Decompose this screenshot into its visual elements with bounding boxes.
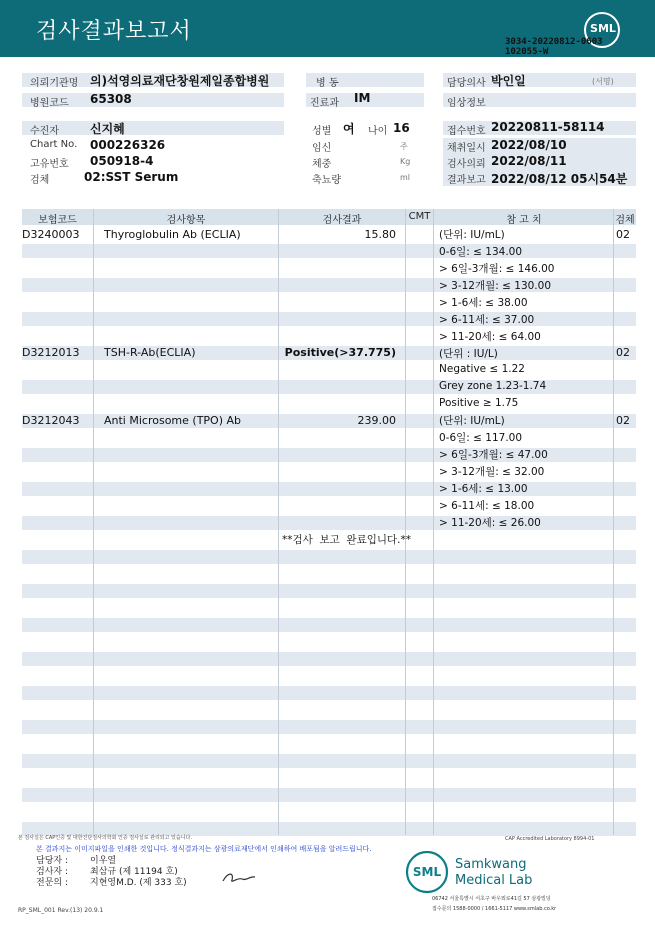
reporter-value: 이우열	[90, 856, 117, 866]
row1-ref-line: > 6-11세: ≤ 37.00	[439, 314, 535, 326]
print-notice: 본 결과지는 이미지파일을 인쇄한 것입니다. 정식결과지는 삼광의료재단에서 인쇄하여 배포됨을 알려드립니다.	[36, 845, 372, 853]
col-header-item: 검사항목	[166, 215, 206, 226]
cap-accreditation: CAP Accredited Laboratory 8994-01	[505, 836, 595, 842]
table-stripe	[22, 584, 636, 598]
col-header-ref: 참 고 치	[506, 215, 542, 226]
row2-item: TSH-R-Ab(ECLIA)	[104, 346, 196, 359]
row3-item: Anti Microsome (TPO) Ab	[104, 414, 242, 427]
sex-label: 성별	[312, 126, 332, 137]
row2-ref-line: Negative ≤ 1.22	[439, 363, 525, 375]
weight-label: 체중	[312, 159, 332, 170]
row1-specimen: 02	[616, 228, 630, 241]
col-divider	[433, 209, 434, 835]
preg-label: 임신	[312, 143, 332, 154]
doctor-value: 박인일	[491, 74, 526, 88]
doctor-sign: (서명)	[592, 77, 614, 86]
row2-ref-line: Positive ≥ 1.75	[439, 397, 519, 409]
table-stripe	[22, 618, 636, 632]
dept-value: IM	[354, 91, 371, 105]
table-stripe	[22, 720, 636, 734]
row3-ref-line: > 1-6세: ≤ 13.00	[439, 483, 528, 495]
row3-ref-line: > 11-20세: ≤ 26.00	[439, 517, 541, 529]
row1-code: D3240003	[22, 228, 80, 241]
receipt-value: 20220811-58114	[491, 120, 605, 134]
report-id-1: 3034-20220812-0603	[505, 37, 603, 47]
brand-subtitle: Medical Lab	[455, 873, 533, 888]
row1-ref-line: (단위: IU/mL)	[439, 229, 505, 241]
examiner-label: 검사자 :	[36, 867, 68, 877]
chart-value: 000226326	[90, 138, 166, 152]
row1-ref-line: > 6일-3개월: ≤ 146.00	[439, 263, 555, 275]
hospital-value: 의)석영의료재단창원제일종합병원	[90, 74, 270, 88]
row3-ref-line: > 6일-3개월: ≤ 47.00	[439, 449, 548, 461]
table-stripe	[22, 244, 636, 258]
row2-ref-line: (단위 : IU/L)	[439, 348, 498, 360]
row3-ref-line: (단위: IU/mL)	[439, 415, 505, 427]
col-divider	[93, 209, 94, 835]
code-label: 병원코드	[30, 98, 69, 109]
hospital-label: 의뢰기관명	[30, 78, 79, 89]
cap-note: 본 검사실은 CAP인증 및 대한진단검사의학회 인증 검사실로 관리되고 있습니다.	[18, 835, 192, 841]
examiner-value: 최삼규 (제 11194 호)	[90, 867, 178, 877]
doctor-label: 담당의사	[447, 78, 486, 89]
collect-value: 2022/08/10	[491, 138, 567, 152]
sex-value: 여	[343, 122, 355, 136]
col-header-code: 보험코드	[38, 215, 77, 226]
row3-ref-line: 0-6일: ≤ 117.00	[439, 432, 523, 444]
brand-name: Samkwang	[455, 857, 527, 872]
table-stripe	[22, 686, 636, 700]
row3-ref-line: > 6-11세: ≤ 18.00	[439, 500, 535, 512]
specimen-value: 02:SST Serum	[84, 170, 179, 184]
table-stripe	[22, 516, 636, 530]
urine-label: 축뇨량	[312, 175, 341, 186]
receipt-label: 접수번호	[447, 126, 486, 137]
table-stripe	[22, 788, 636, 802]
reporter-label: 담당자 :	[36, 856, 68, 866]
signature-icon	[220, 868, 258, 886]
row1-ref-line: > 3-12개월: ≤ 130.00	[439, 280, 552, 292]
col-header-result: 검사결과	[322, 215, 362, 226]
table-stripe	[22, 482, 636, 496]
row3-ref-line: > 3-12개월: ≤ 32.00	[439, 466, 545, 478]
specimen-label: 검체	[30, 175, 50, 186]
row2-specimen: 02	[616, 346, 630, 359]
row3-specimen: 02	[616, 414, 630, 427]
col-divider	[613, 209, 614, 835]
code-value: 65308	[90, 92, 132, 106]
age-label: 나이	[368, 126, 388, 137]
report-complete-note: **검사 보고 완료입니다.**	[282, 534, 411, 546]
age-value: 16	[393, 121, 410, 135]
table-stripe	[22, 312, 636, 326]
preg-unit: 주	[400, 142, 408, 151]
form-code: RP_SML_001 Rev.(13) 20.9.1	[18, 907, 104, 914]
specialist-label: 전문의 :	[36, 878, 68, 888]
col-header-specimen: 검체	[615, 215, 635, 226]
row2-code: D3212013	[22, 346, 80, 359]
dept-label: 진료과	[310, 98, 339, 109]
collect-label: 채취일시	[447, 143, 486, 154]
patient-label: 수진자	[30, 126, 59, 137]
urine-unit: ml	[400, 173, 411, 182]
report-value: 2022/08/12 05시54분	[491, 172, 628, 186]
row1-ref-line: > 1-6세: ≤ 38.00	[439, 297, 528, 309]
report-label: 결과보고	[447, 175, 486, 186]
chart-label: Chart No.	[30, 139, 78, 150]
clinical-label: 임상정보	[447, 98, 486, 109]
specialist-value: 지현영M.D. (제 333 호)	[90, 878, 187, 888]
row2-ref-line: Grey zone 1.23-1.74	[439, 380, 547, 392]
weight-unit: Kg	[400, 157, 411, 166]
report-title: 검사결과보고서	[36, 19, 192, 44]
table-stripe	[22, 754, 636, 768]
col-divider	[278, 209, 279, 835]
row3-result: 239.00	[357, 414, 396, 427]
uid-label: 고유번호	[30, 159, 69, 170]
samkwang-logo-text: SML	[412, 865, 442, 879]
report-id-2: 102055-W	[505, 47, 549, 57]
row2-result: Positive(>37.775)	[284, 346, 396, 359]
sml-logo-text: SML	[590, 22, 616, 35]
uid-value: 050918-4	[90, 154, 154, 168]
row1-ref-line: > 11-20세: ≤ 64.00	[439, 331, 541, 343]
row3-code: D3212043	[22, 414, 80, 427]
row1-item: Thyroglobulin Ab (ECLIA)	[104, 228, 241, 241]
col-divider	[405, 209, 406, 835]
patient-value: 신지혜	[90, 122, 125, 136]
address: 06742 서울특별시 서초구 바우뫼로41길 57 삼광빌딩	[432, 896, 551, 902]
table-stripe	[22, 652, 636, 666]
row1-result: 15.80	[364, 228, 396, 241]
patient-bar	[22, 121, 284, 135]
ward-label: 병 동	[316, 78, 339, 89]
col-header-cmt: CMT	[408, 211, 431, 222]
request-label: 검사의뢰	[447, 159, 486, 170]
contact: 접수문의 1588-0000 / 1661-5117 www.smlab.co.kr	[432, 906, 557, 912]
table-stripe	[22, 550, 636, 564]
request-value: 2022/08/11	[491, 154, 567, 168]
row1-ref-line: 0-6일: ≤ 134.00	[439, 246, 523, 258]
